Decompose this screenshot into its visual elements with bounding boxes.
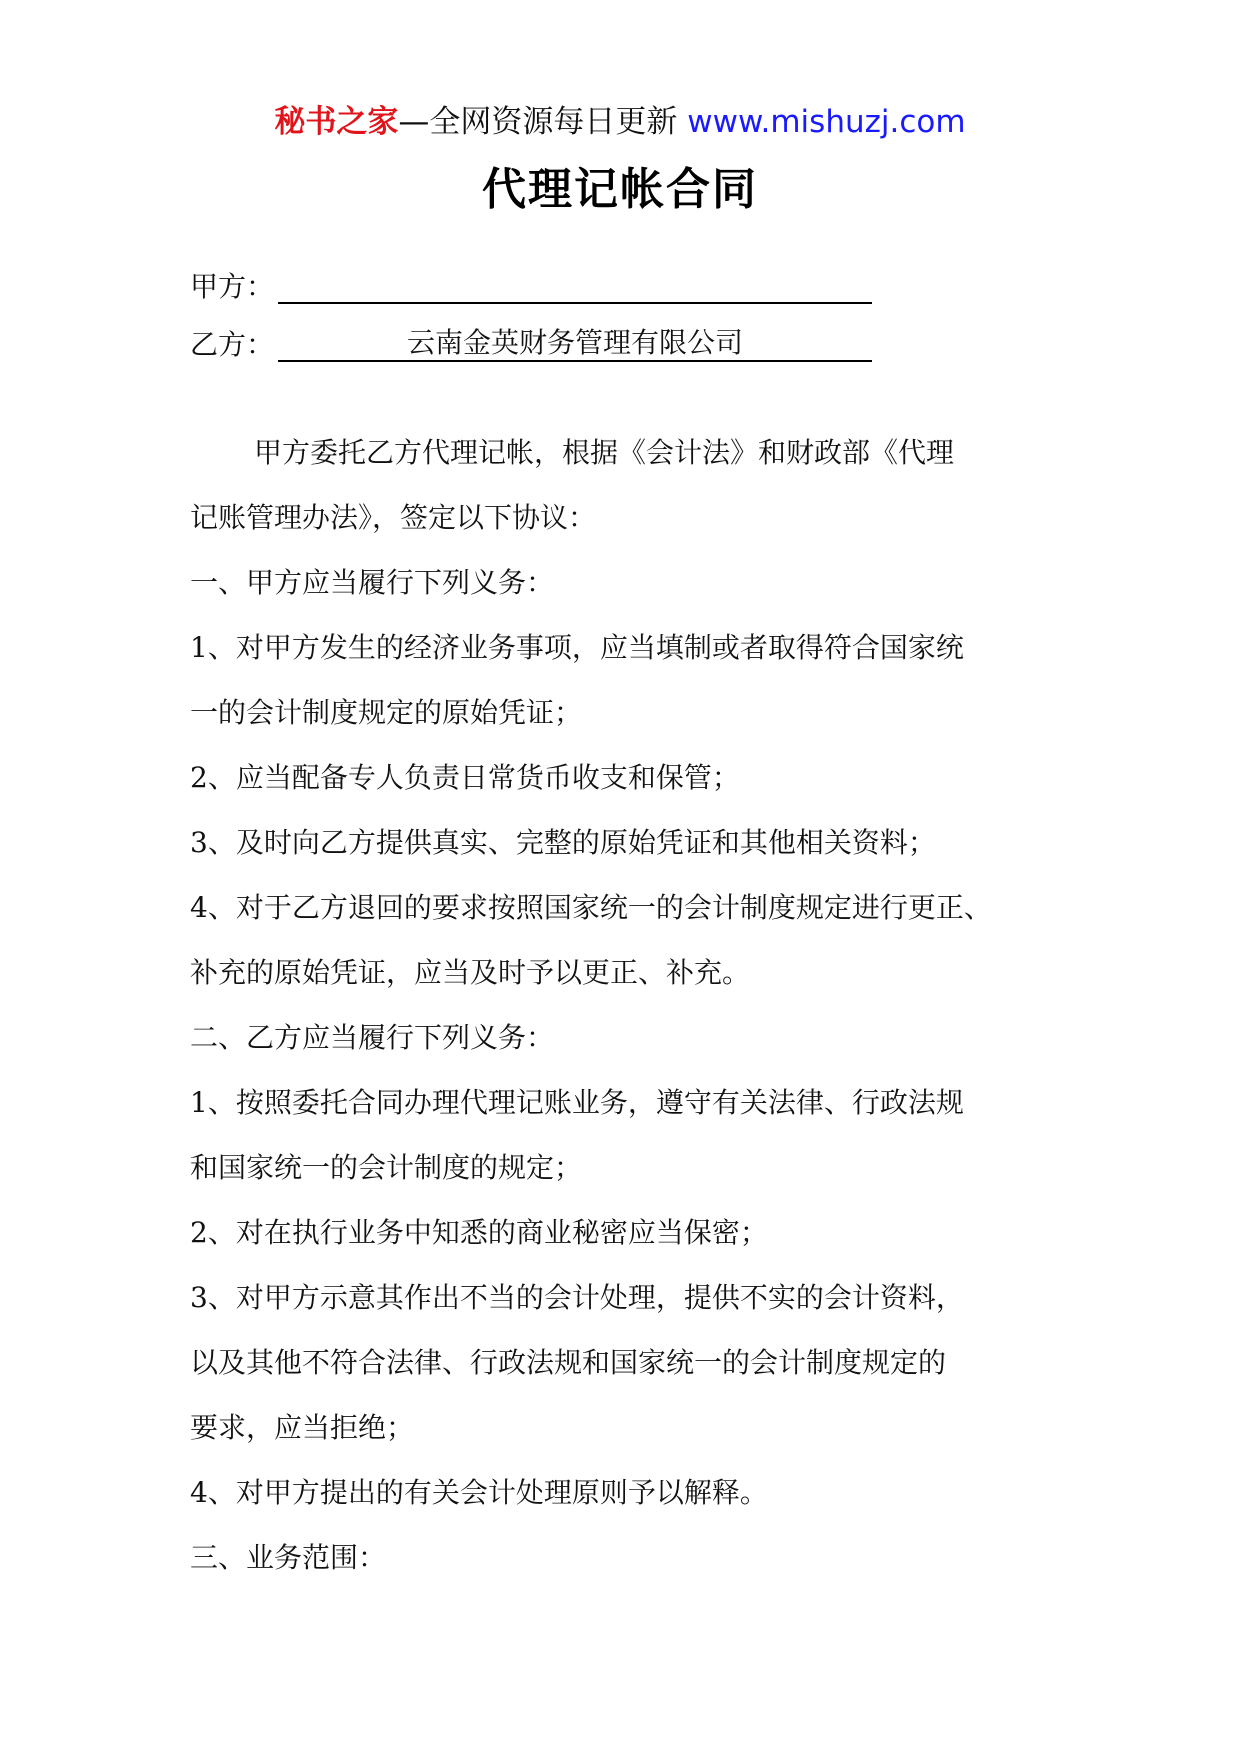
- party-b-name: 云南金英财务管理有限公司: [278, 320, 872, 362]
- clause-line: 1、对甲方发生的经济业务事项，应当填制或者取得符合国家统: [190, 631, 964, 664]
- clause-line: 一的会计制度规定的原始凭证；: [190, 696, 583, 729]
- paragraph-line: 记账管理办法》，签定以下协议：: [190, 501, 597, 534]
- clause-line: 4、对甲方提出的有关会计处理原则予以解释。: [190, 1476, 768, 1509]
- party-a-row: [190, 262, 872, 312]
- section-heading: 一、甲方应当履行下列义务：: [190, 566, 555, 599]
- banner-tagline: —全网资源每日更新: [398, 104, 688, 140]
- clause-line: 要求，应当拒绝；: [190, 1411, 415, 1444]
- contract-body: [190, 420, 1070, 1590]
- clause-line: 3、对甲方示意其作出不当的会计处理，提供不实的会计资料，: [190, 1281, 964, 1314]
- party-a-label: 甲方：: [190, 270, 275, 303]
- clause-line: 2、应当配备专人负责日常货币收支和保管；: [190, 761, 740, 794]
- paragraph-line: 甲方委托乙方代理记帐，根据《会计法》和财政部《代理: [254, 436, 955, 469]
- clause-line: 4、对于乙方退回的要求按照国家统一的会计制度规定进行更正、: [190, 891, 992, 924]
- section-heading: 二、乙方应当履行下列义务：: [190, 1021, 555, 1054]
- document-title: 代理记帐合同: [482, 164, 758, 215]
- party-a-blank: [278, 262, 872, 304]
- brand-name: 秘书之家: [274, 104, 399, 140]
- party-b-label: 乙方：: [190, 328, 275, 361]
- site-banner: [0, 100, 1240, 144]
- clause-line: 2、对在执行业务中知悉的商业秘密应当保密；: [190, 1216, 768, 1249]
- clause-line: 1、按照委托合同办理代理记账业务，遵守有关法律、行政法规: [190, 1086, 964, 1119]
- section-heading: 三、业务范围：: [190, 1541, 387, 1574]
- site-url-link[interactable]: www.mishuzj.com: [687, 104, 966, 140]
- clause-line: 3、及时向乙方提供真实、完整的原始凭证和其他相关资料；: [190, 826, 936, 859]
- clause-line: 和国家统一的会计制度的规定；: [190, 1151, 583, 1184]
- party-b-row: [190, 320, 872, 370]
- clause-line: 补充的原始凭证，应当及时予以更正、补充。: [190, 956, 751, 989]
- clause-line: 以及其他不符合法律、行政法规和国家统一的会计制度规定的: [190, 1346, 947, 1379]
